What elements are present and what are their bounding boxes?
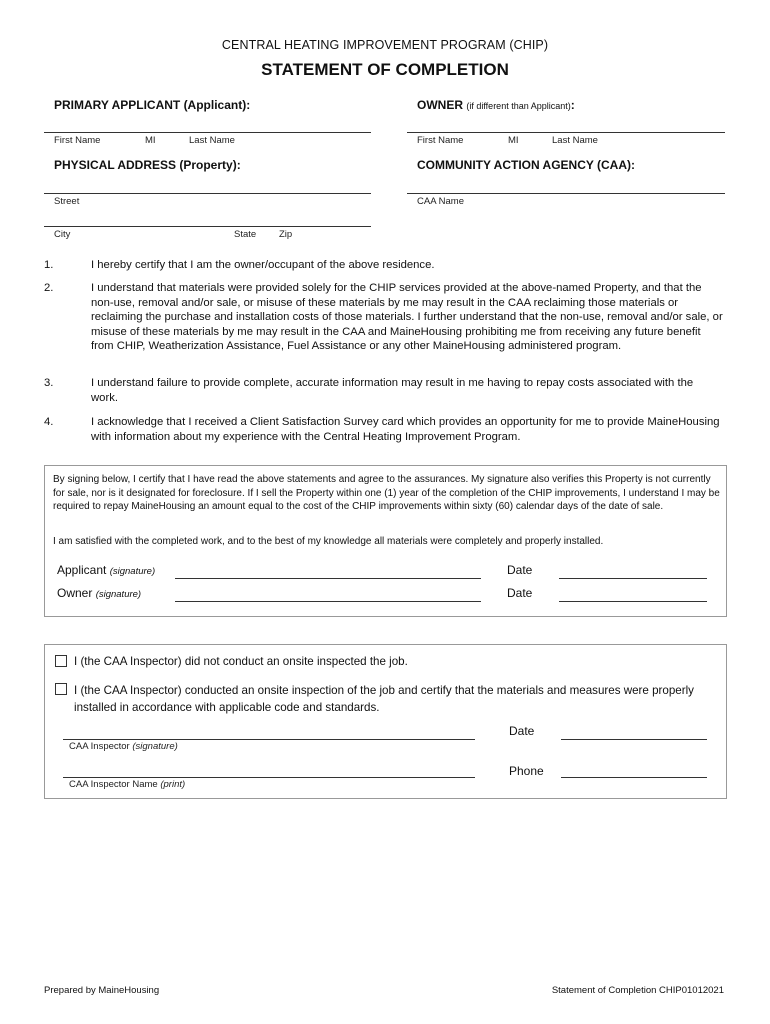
page-title: STATEMENT OF COMPLETION bbox=[261, 60, 509, 79]
inspected-checkbox[interactable] bbox=[55, 683, 67, 695]
owner-last-name-label: Last Name bbox=[552, 135, 598, 146]
statement-number: 3. bbox=[44, 377, 54, 389]
street-label: Street bbox=[54, 196, 80, 207]
inspector-phone-line[interactable] bbox=[561, 777, 707, 778]
inspector-phone-label: Phone bbox=[509, 764, 544, 778]
inspector-signature-label bbox=[69, 741, 178, 752]
inspector-signature-line[interactable] bbox=[63, 739, 475, 740]
certification-paragraph: By signing below, I certify that I have read the above statements and agree to the assurances. My signature also verifies this Property is not currently for sale, nor is it designated for foreclosure. If I sell the Property within one (1) year of the completion of the CHIP improvements, I understand I may be required to repay MaineHousing an amount equal to the cost of the CHIP improvements within sixty (60) calendar days of the date of sale. bbox=[53, 474, 720, 512]
applicant-first-name-label: First Name bbox=[54, 135, 101, 146]
applicant-label-text: Applicant bbox=[57, 563, 107, 577]
owner-label-text: Owner bbox=[57, 586, 93, 600]
applicant-date-label: Date bbox=[507, 563, 533, 577]
inspected-label: I (the CAA Inspector) conducted an onsite inspection of the job and certify that the materials and measures were properly installed in accordance with applicable code and standards. bbox=[74, 684, 694, 714]
applicant-heading: PRIMARY APPLICANT (Applicant): bbox=[54, 98, 251, 112]
statement-number: 2. bbox=[44, 282, 54, 294]
statement-text: I acknowledge that I received a Client Satisfaction Survey card which provides an opportunity for me to provide MaineHousing with information about my experience with the Central Heating Improvement Program. bbox=[91, 416, 720, 443]
inspector-date-label: Date bbox=[509, 724, 535, 738]
statement-text: I hereby certify that I am the owner/occupant of the above residence. bbox=[91, 259, 435, 271]
zip-label: Zip bbox=[279, 229, 293, 240]
caa-heading: COMMUNITY ACTION AGENCY (CAA): bbox=[417, 158, 635, 172]
owner-date-label: Date bbox=[507, 586, 533, 600]
inspector-date-line[interactable] bbox=[561, 739, 707, 740]
owner-first-name-label: First Name bbox=[417, 135, 464, 146]
owner-mi-label: MI bbox=[508, 135, 519, 146]
satisfaction-paragraph: I am satisfied with the completed work, and to the best of my knowledge all materials were completely and properly installed. bbox=[53, 536, 604, 547]
caa-name-label: CAA Name bbox=[417, 196, 464, 207]
inspector-name-note: (print) bbox=[160, 779, 186, 790]
footer-left: Prepared by MaineHousing bbox=[44, 985, 160, 996]
footer-right: Statement of Completion CHIP01012021 bbox=[551, 985, 724, 996]
inspector-name-label bbox=[69, 779, 185, 790]
caa-name-line[interactable] bbox=[407, 193, 725, 194]
owner-heading bbox=[417, 98, 575, 112]
street-line[interactable] bbox=[44, 193, 371, 194]
owner-signature-label bbox=[57, 586, 141, 600]
did-not-inspect-label: I (the CAA Inspector) did not conduct an onsite inspected the job. bbox=[74, 655, 408, 668]
owner-heading-text: OWNER bbox=[417, 98, 463, 112]
owner-date-line[interactable] bbox=[559, 601, 707, 602]
owner-signature-note: (signature) bbox=[95, 589, 142, 600]
inspector-label-text: CAA Inspector bbox=[69, 741, 130, 752]
program-name: CENTRAL HEATING IMPROVEMENT PROGRAM (CHIP) bbox=[221, 38, 549, 52]
statement-number: 4. bbox=[44, 416, 54, 428]
state-label: State bbox=[234, 229, 257, 240]
applicant-date-line[interactable] bbox=[559, 578, 707, 579]
owner-name-line[interactable] bbox=[407, 132, 725, 133]
inspector-name-text: CAA Inspector Name bbox=[69, 779, 158, 790]
applicant-last-name-label: Last Name bbox=[189, 135, 235, 146]
address-heading: PHYSICAL ADDRESS (Property): bbox=[54, 158, 241, 172]
did-not-inspect-checkbox[interactable] bbox=[55, 655, 67, 667]
applicant-name-line[interactable] bbox=[44, 132, 371, 133]
city-label: City bbox=[54, 229, 71, 240]
owner-note: (if different than Applicant) bbox=[466, 101, 571, 111]
city-line[interactable] bbox=[44, 226, 371, 227]
owner-signature-line[interactable] bbox=[175, 601, 481, 602]
statement-number: 1. bbox=[44, 259, 54, 271]
inspector-signature-note: (signature) bbox=[132, 741, 178, 752]
statement-text: I understand failure to provide complete, accurate information may result in me having to repay costs associated with the work. bbox=[91, 377, 694, 404]
inspector-name-line[interactable] bbox=[63, 777, 475, 778]
applicant-signature-note: (signature) bbox=[109, 566, 156, 577]
owner-colon: : bbox=[570, 98, 575, 112]
applicant-mi-label: MI bbox=[145, 135, 156, 146]
applicant-signature-line[interactable] bbox=[175, 578, 481, 579]
applicant-signature-label bbox=[57, 563, 155, 577]
statement-text: I understand that materials were provided solely for the CHIP services provided at the above-named Property, and that the non-use, removal and/or sale, or misuse of these materials by me may result in the CAA reclaiming those materials or reclaiming the purchase and installation costs of those materials. I further understand that the non-use, removal and/or sale, or misuse of these materials by me may result in the CAA and MaineHousing prohibiting me from receiving any future benefit from CHIP, Weatherization Assistance, Fuel Assistance or any other MaineHousing administered program. bbox=[91, 282, 723, 352]
